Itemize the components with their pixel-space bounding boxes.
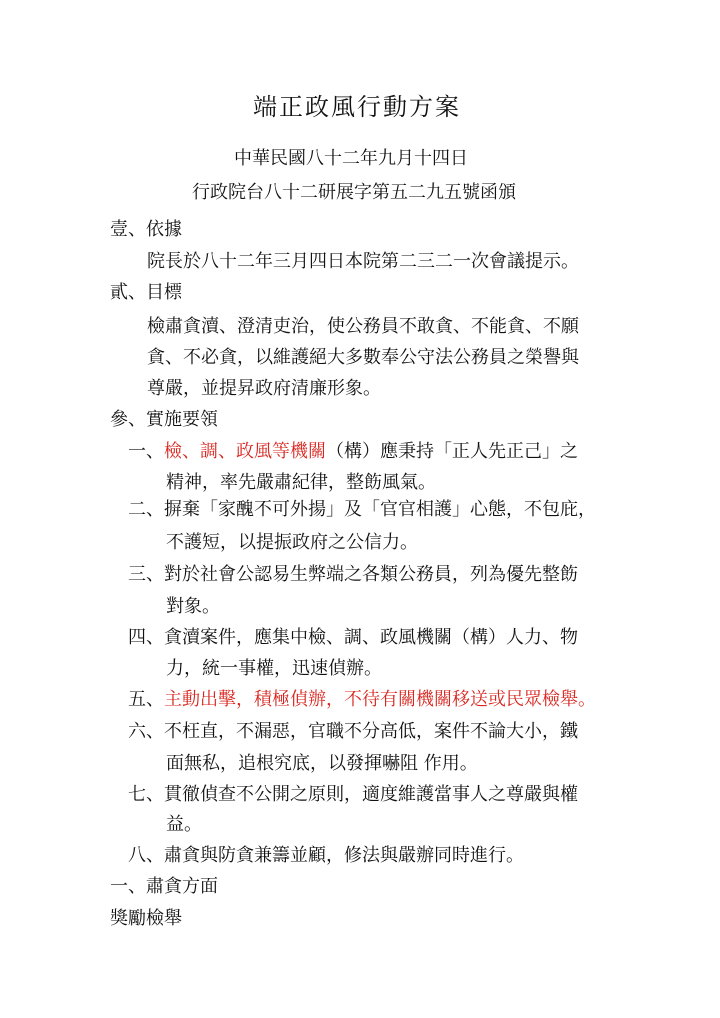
basis-text: 院長於八十二年三月四日本院第二三二一次會議提示。 <box>147 251 579 272</box>
implementation-item-1 <box>128 440 578 464</box>
item-text: （構）應秉持「正人先正己」之 <box>326 441 578 462</box>
page-title: 端正政風行動方案 <box>253 93 461 121</box>
goal-line: 檢肅貪瀆、澄清吏治，使公務員不敢貪、不能貪、不願 <box>147 316 579 337</box>
goal-line: 貪、不必貪，以維護絕大多數奉公守法公務員之榮譽與 <box>147 347 579 368</box>
document-issuer: 行政院台八十二研展字第五二九五號函頒 <box>192 182 516 203</box>
goal-line: 尊嚴，並提昇政府清廉形象。 <box>147 378 381 399</box>
implementation-item-3-cont: 對象。 <box>166 596 220 617</box>
highlighted-text: 主動出擊，積極偵辦，不待有關機關移送或民眾檢舉。 <box>164 689 596 710</box>
implementation-item-5 <box>128 688 596 712</box>
implementation-item-2: 二、摒棄「家醜不可外揚」及「官官相護」心態，不包庇， <box>128 499 596 520</box>
document-date: 中華民國八十二年九月十四日 <box>234 148 468 169</box>
implementation-item-4-cont: 力，統一事權，迅速偵辦。 <box>166 658 382 679</box>
item-marker: 五、 <box>128 689 164 710</box>
implementation-item-7: 七、貫徹偵查不公開之原則，適度維護當事人之尊嚴與權 <box>128 784 578 805</box>
subheading-reward-reporting: 獎勵檢舉 <box>110 908 182 929</box>
section-heading-basis: 壹、依據 <box>110 219 182 240</box>
implementation-item-6: 六、不枉直，不漏惡，官職不分高低，案件不論大小，鐵 <box>128 721 578 742</box>
implementation-item-2-cont: 不護短，以提振政府之公信力。 <box>166 532 418 553</box>
implementation-item-7-cont: 益。 <box>166 814 202 835</box>
section-heading-goal: 貳、目標 <box>110 282 182 303</box>
implementation-item-6-cont: 面無私，追根究底，以發揮嚇阻 作用。 <box>166 753 478 774</box>
implementation-item-8: 八、肅貪與防貪兼籌並顧，修法與嚴辦同時進行。 <box>128 845 524 866</box>
item-marker: 一、 <box>128 441 164 462</box>
implementation-item-4: 四、貪瀆案件，應集中檢、調、政風機關（構）人力、物 <box>128 627 578 648</box>
section-heading-implementation: 參、實施要領 <box>110 409 218 430</box>
section-heading-anti-corruption: 一、肅貪方面 <box>110 876 218 897</box>
implementation-item-3: 三、對於社會公認易生弊端之各類公務員，列為優先整飭 <box>128 564 578 585</box>
highlighted-text: 檢、調、政風等機關 <box>164 441 326 462</box>
implementation-item-1-cont: 精神，率先嚴肅紀律，整飭風氣。 <box>166 472 436 493</box>
